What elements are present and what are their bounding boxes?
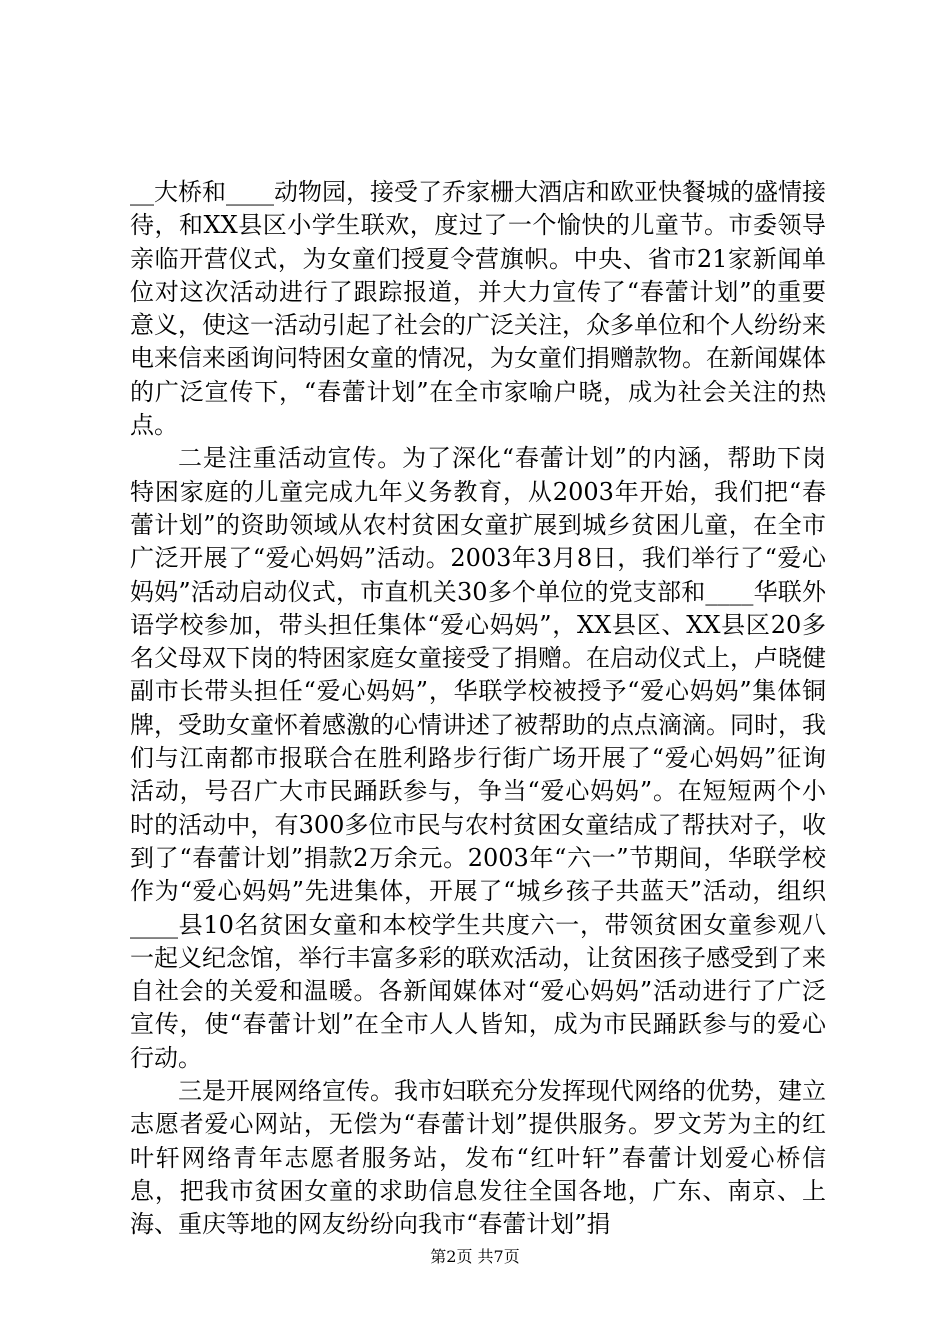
paragraph-continued: __大桥和____动物园，接受了乔家栅大酒店和欧亚快餐城的盛情接待，和XX县区小学生联欢，度过了一个愉快的儿童节。市委领导亲临开营仪式，为女童们授夏令营旗帜。中央、省市21家新闻单位对这次活动进行了跟踪报道，并大力宣传了“春蕾计划”的重要意义，使这一活动引起了社会的广泛关注，众多单位和个人纷纷来电来信来函询问特困女童的情况，为女童们捐赠款物。在新闻媒体的广泛宣传下，“春蕾计划”在全市家喻户晓，成为社会关注的热点。 (130, 178, 826, 440)
document-body (130, 176, 826, 1242)
paragraph-network-publicity: 三是开展网络宣传。我市妇联充分发挥现代网络的优势，建立志愿者爱心网站，无偿为“春蕾计划”提供服务。罗文芳为主的红叶轩网络青年志愿者服务站，发布“红叶轩”春蕾计划爱心桥信息，把我市贫困女童的求助信息发往全国各地，广东、南京、上海、重庆等地的网友纷纷向我市“春蕾计划”捐 (130, 1077, 826, 1239)
page-number-footer: 第2页 共7页 (430, 1247, 520, 1266)
paragraph-activity-publicity: 二是注重活动宣传。为了深化“春蕾计划”的内涵，帮助下岗特困家庭的儿童完成九年义务教育，从2003年开始，我们把“春蕾计划”的资助领域从农村贫困女童扩展到城乡贫困儿童，在全市广泛开展了“爱心妈妈”活动。2003年3月8日，我们举行了“爱心妈妈”活动启动仪式，市直机关30多个单位的党支部和____华联外语学校参加，带头担任集体“爱心妈妈”，XX县区、XX县区20多名父母双下岗的特困家庭女童接受了捐赠。在启动仪式上，卢晓健副市长带头担任“爱心妈妈”，华联学校被授予“爱心妈妈”集体铜牌，受助女童怀着感激的心情讲述了被帮助的点点滴滴。同时，我们与江南都市报联合在胜利路步行街广场开展了“爱心妈妈”征询活动，号召广大市民踊跃参与，争当“爱心妈妈”。在短短两个小时的活动中，有300多位市民与农村贫困女童结成了帮扶对子，收到了“春蕾计划”捐款2万余元。2003年“六一”节期间，华联学校作为“爱心妈妈”先进集体，开展了“城乡孩子共蓝天”活动，组织____县10名贫困女童和本校学生共度六一，带领贫困女童参观八一起义纪念馆，举行丰富多彩的联欢活动，让贫困孩子感受到了来自社会的关爱和温暖。各新闻媒体对“爱心妈妈”活动进行了广泛宣传，使“春蕾计划”在全市人人皆知，成为市民踊跃参与的爱心行动。 (130, 444, 826, 1072)
